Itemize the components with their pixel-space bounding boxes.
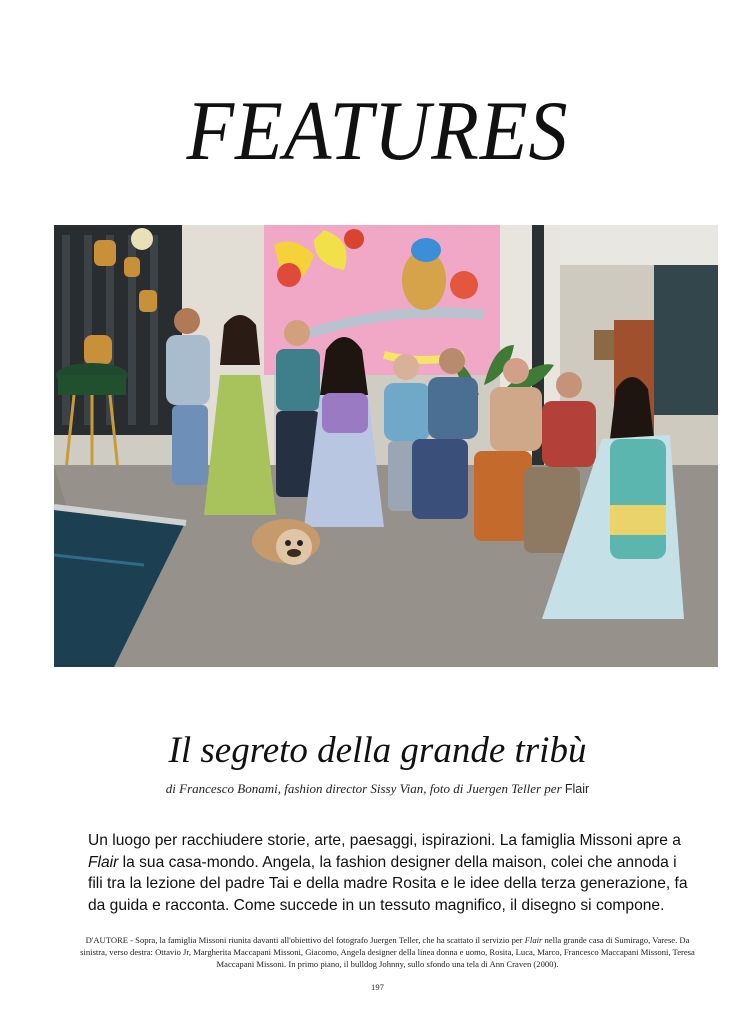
family-photo-illustration <box>54 225 718 667</box>
article-byline <box>0 781 755 797</box>
article-lead <box>88 830 688 916</box>
lead-text-1: Un luogo per racchiudere storie, arte, paesaggi, ispirazioni. La famiglia Missoni apre a <box>88 832 681 849</box>
family-photo <box>54 225 718 667</box>
lead-magazine: Flair <box>88 853 119 871</box>
article-headline: Il segreto della grande tribù <box>168 730 587 771</box>
page-number: 197 <box>371 982 384 992</box>
lead-text-2: la sua casa-mondo. Angela, la fashion designer della maison, colei che annoda i fili tra la lezione del padre Tai e della madre Rosita e le idee della terza generazione, fa da guida e racconta. Come succede in un tessuto magnifico, il disegno si compone. <box>88 853 688 914</box>
caption-text-1: D'AUTORE - Sopra, la famiglia Missoni riunita davanti all'obiettivo del fotografo Juergen Teller, che ha scattato il servizio per <box>85 935 525 945</box>
byline-magazine: Flair <box>564 782 590 796</box>
byline-text: di Francesco Bonami, fashion director Sissy Vian, foto di Juergen Teller per <box>165 781 562 796</box>
caption-magazine: Flair <box>524 935 543 945</box>
photo-caption <box>80 934 695 970</box>
section-title: FEATURES <box>186 83 569 178</box>
caption-text-2: nella grande casa di Sumirago, Varese. Da sinistra, verso destra: Ottavio Jr, Margherita Maccapani Missoni, Giacomo, Angela designer della linea donna e uomo, Rosita, Luca, Marco, Francesco Maccapani Missoni, Teresa Maccapani Missoni. In primo piano, il bulldog Johnny, sullo sfondo una tela di Ann Craven (2000). <box>80 935 695 969</box>
